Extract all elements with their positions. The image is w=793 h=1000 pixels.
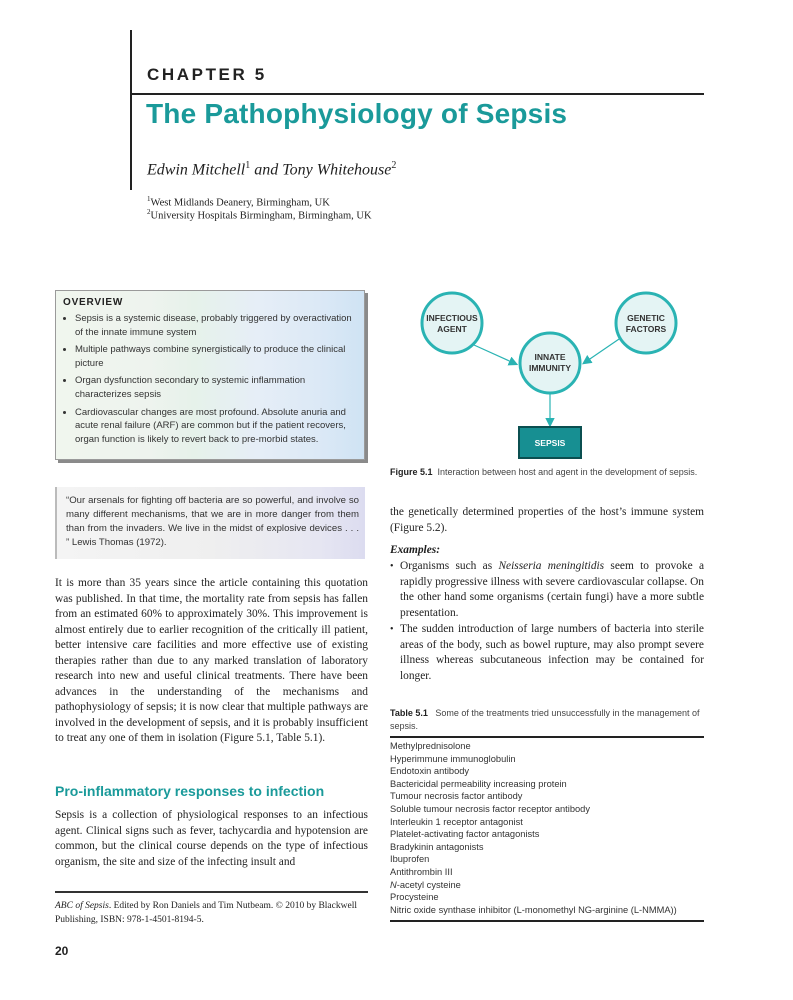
overview-heading: OVERVIEW — [63, 297, 124, 308]
table-row: Ibuprofen — [390, 854, 430, 865]
genetic-factors-node — [616, 293, 676, 353]
table-row: Nitric oxide synthase inhibitor (L-monomethyl NG-arginine (L-NMMA)) — [390, 904, 677, 915]
footnote-book-title: ABC of Sepsis — [55, 901, 109, 911]
overview-item: • Multiple pathways combine synergistically to produce the clinical picture — [75, 343, 354, 370]
innate-immunity-label-1: INNATE — [534, 352, 566, 362]
footnote — [55, 899, 368, 927]
page-number: 20 — [55, 944, 69, 958]
overview-list — [63, 312, 354, 446]
genetic-factors-label-2: FACTORS — [625, 324, 667, 334]
table-row: Methylprednisolone — [390, 741, 471, 751]
figure-caption — [390, 467, 697, 477]
overview-item: • Cardiovascular changes are most profound. Absolute anuria and acute renal failure (ARF) are common but if the patient recovers, organ function is likely to revert back to pre-morbid states. — [75, 406, 354, 447]
example-item: • The sudden introduction of large numbers of bacteria into sterile areas of the body, such as bowel rupture, may also prompt severe illness whereas subcutaneous infection may be contained for longer. — [390, 622, 704, 684]
body-paragraph-1: It is more than 35 years since the article containing this quotation was published. In that time, the mortality rate from sepsis has fallen from an estimated 60% to approximately 30%. This improvement is almost entirely due to earlier recognition of the critically ill patient, better intensive care facilities and more effective use of existing therapies rather than due to any marked translation of laboratory research into new and useful clinical treatments. There have been advances in the understanding of the mechanisms and pathophysiology of sepsis; it is now clear that multiple pathways are involved in the development of sepsis, and it is probably insufficient to treat any one of them in isolation (Figure 5.1, Table 5.1). — [55, 577, 368, 744]
table-row: Interleukin 1 receptor antagonist — [390, 816, 523, 827]
infectious-agent-label-1: INFECTIOUS — [426, 313, 478, 323]
overview-box — [55, 290, 365, 460]
footnote-text: . Edited by Ron Daniels and Tim Nutbeam. © 2010 by Blackwell Publishing, ISBN: 978-1-4501-8194-5. — [55, 901, 357, 925]
authors — [147, 160, 396, 179]
section-heading: Pro-inflammatory responses to infection — [55, 783, 325, 799]
table-row: Procysteine — [390, 892, 439, 903]
table-bottom-rule — [390, 920, 704, 922]
table-row: Endotoxin antibody — [390, 766, 470, 777]
figure-diagram — [390, 285, 710, 463]
author-joiner: and — [254, 161, 279, 179]
affiliation-1: $^1$West Midlands Deanery, Birmingham, UK — [147, 195, 330, 209]
footnote-rule — [55, 891, 368, 893]
figure-caption-label: Figure 5.1 — [390, 467, 433, 477]
table-row: N-acetyl cysteine — [390, 879, 461, 890]
examples-list — [390, 559, 704, 685]
infectious-agent-label-2: AGENT — [437, 324, 467, 334]
affiliation-2: $^2$University Hospitals Birmingham, Birmingham, UK — [147, 208, 372, 222]
author-2: Tony Whitehouse — [282, 161, 392, 179]
table-caption-label: Table 5.1 — [390, 708, 428, 718]
table-row: Tumour necrosis factor antibody — [390, 791, 523, 802]
body-paragraph-2: Sepsis is a collection of physiological responses to an infectious agent. Clinical signs such as fever, tachycardia and hypotension are common, but the clinical course depends on the type of infectious organism, the site and size of the infecting insult and — [55, 809, 368, 868]
table-row: Bradykinin antagonists — [390, 841, 484, 852]
sepsis-label: SEPSIS — [534, 438, 566, 448]
table-row: Platelet-activating factor antagonists — [390, 829, 540, 840]
treatments-table — [390, 740, 704, 916]
figure-caption-text: Interaction between host and agent in the development of sepsis. — [437, 467, 698, 477]
header-horizontal-rule — [130, 93, 704, 95]
overview-item: • Organ dysfunction secondary to systemic inflammation characterizes sepsis — [75, 374, 354, 401]
example-item: • Organisms such as Neisseria meningitidis seem to provoke a rapidly progressive illness with severe cardiovascular collapse. On the other hand some organisms (certain fungi) have a more subtle presentation. — [390, 559, 704, 621]
author-2-sup: 2 — [391, 160, 397, 171]
table-row: Bactericidal permeability increasing protein — [390, 778, 567, 789]
body-right-paragraph: the genetically determined properties of the host’s immune system (Figure 5.2). — [390, 506, 704, 534]
genetic-factors-label-1: GENETIC — [627, 313, 665, 323]
table-row: Antithrombin III — [390, 866, 453, 877]
table-caption — [390, 707, 704, 732]
author-1: Edwin Mitchell — [147, 161, 246, 179]
innate-immunity-label-2: IMMUNITY — [528, 363, 572, 373]
chapter-label: CHAPTER 5 — [147, 65, 267, 84]
infectious-agent-node — [422, 293, 482, 353]
table-top-rule — [390, 736, 704, 738]
author-1-sup: 1 — [245, 160, 251, 171]
table-row: Soluble tumour necrosis factor receptor antibody — [390, 803, 590, 814]
page-title: The Pathophysiology of Sepsis — [146, 98, 568, 129]
quote-box: “Our arsenals for fighting off bacteria are so powerful, and involve so many different mechanisms, that we are in more danger from them than from the invaders. We live in the midst of explosive devices . . . ” Lewis Thomas (1972). — [55, 487, 365, 559]
table-caption-text: Some of the treatments tried unsuccessfully in the management of sepsis. — [390, 708, 700, 731]
overview-item: • Sepsis is a systemic disease, probably triggered by overactivation of the innate immune system — [75, 312, 354, 339]
table-row: Hyperimmune immunoglobulin — [390, 753, 516, 764]
arrow-genetic-to-innate — [584, 337, 622, 363]
examples-heading: Examples: — [390, 544, 440, 556]
arrow-infectious-to-innate — [474, 345, 516, 364]
header-vertical-rule — [130, 30, 132, 190]
